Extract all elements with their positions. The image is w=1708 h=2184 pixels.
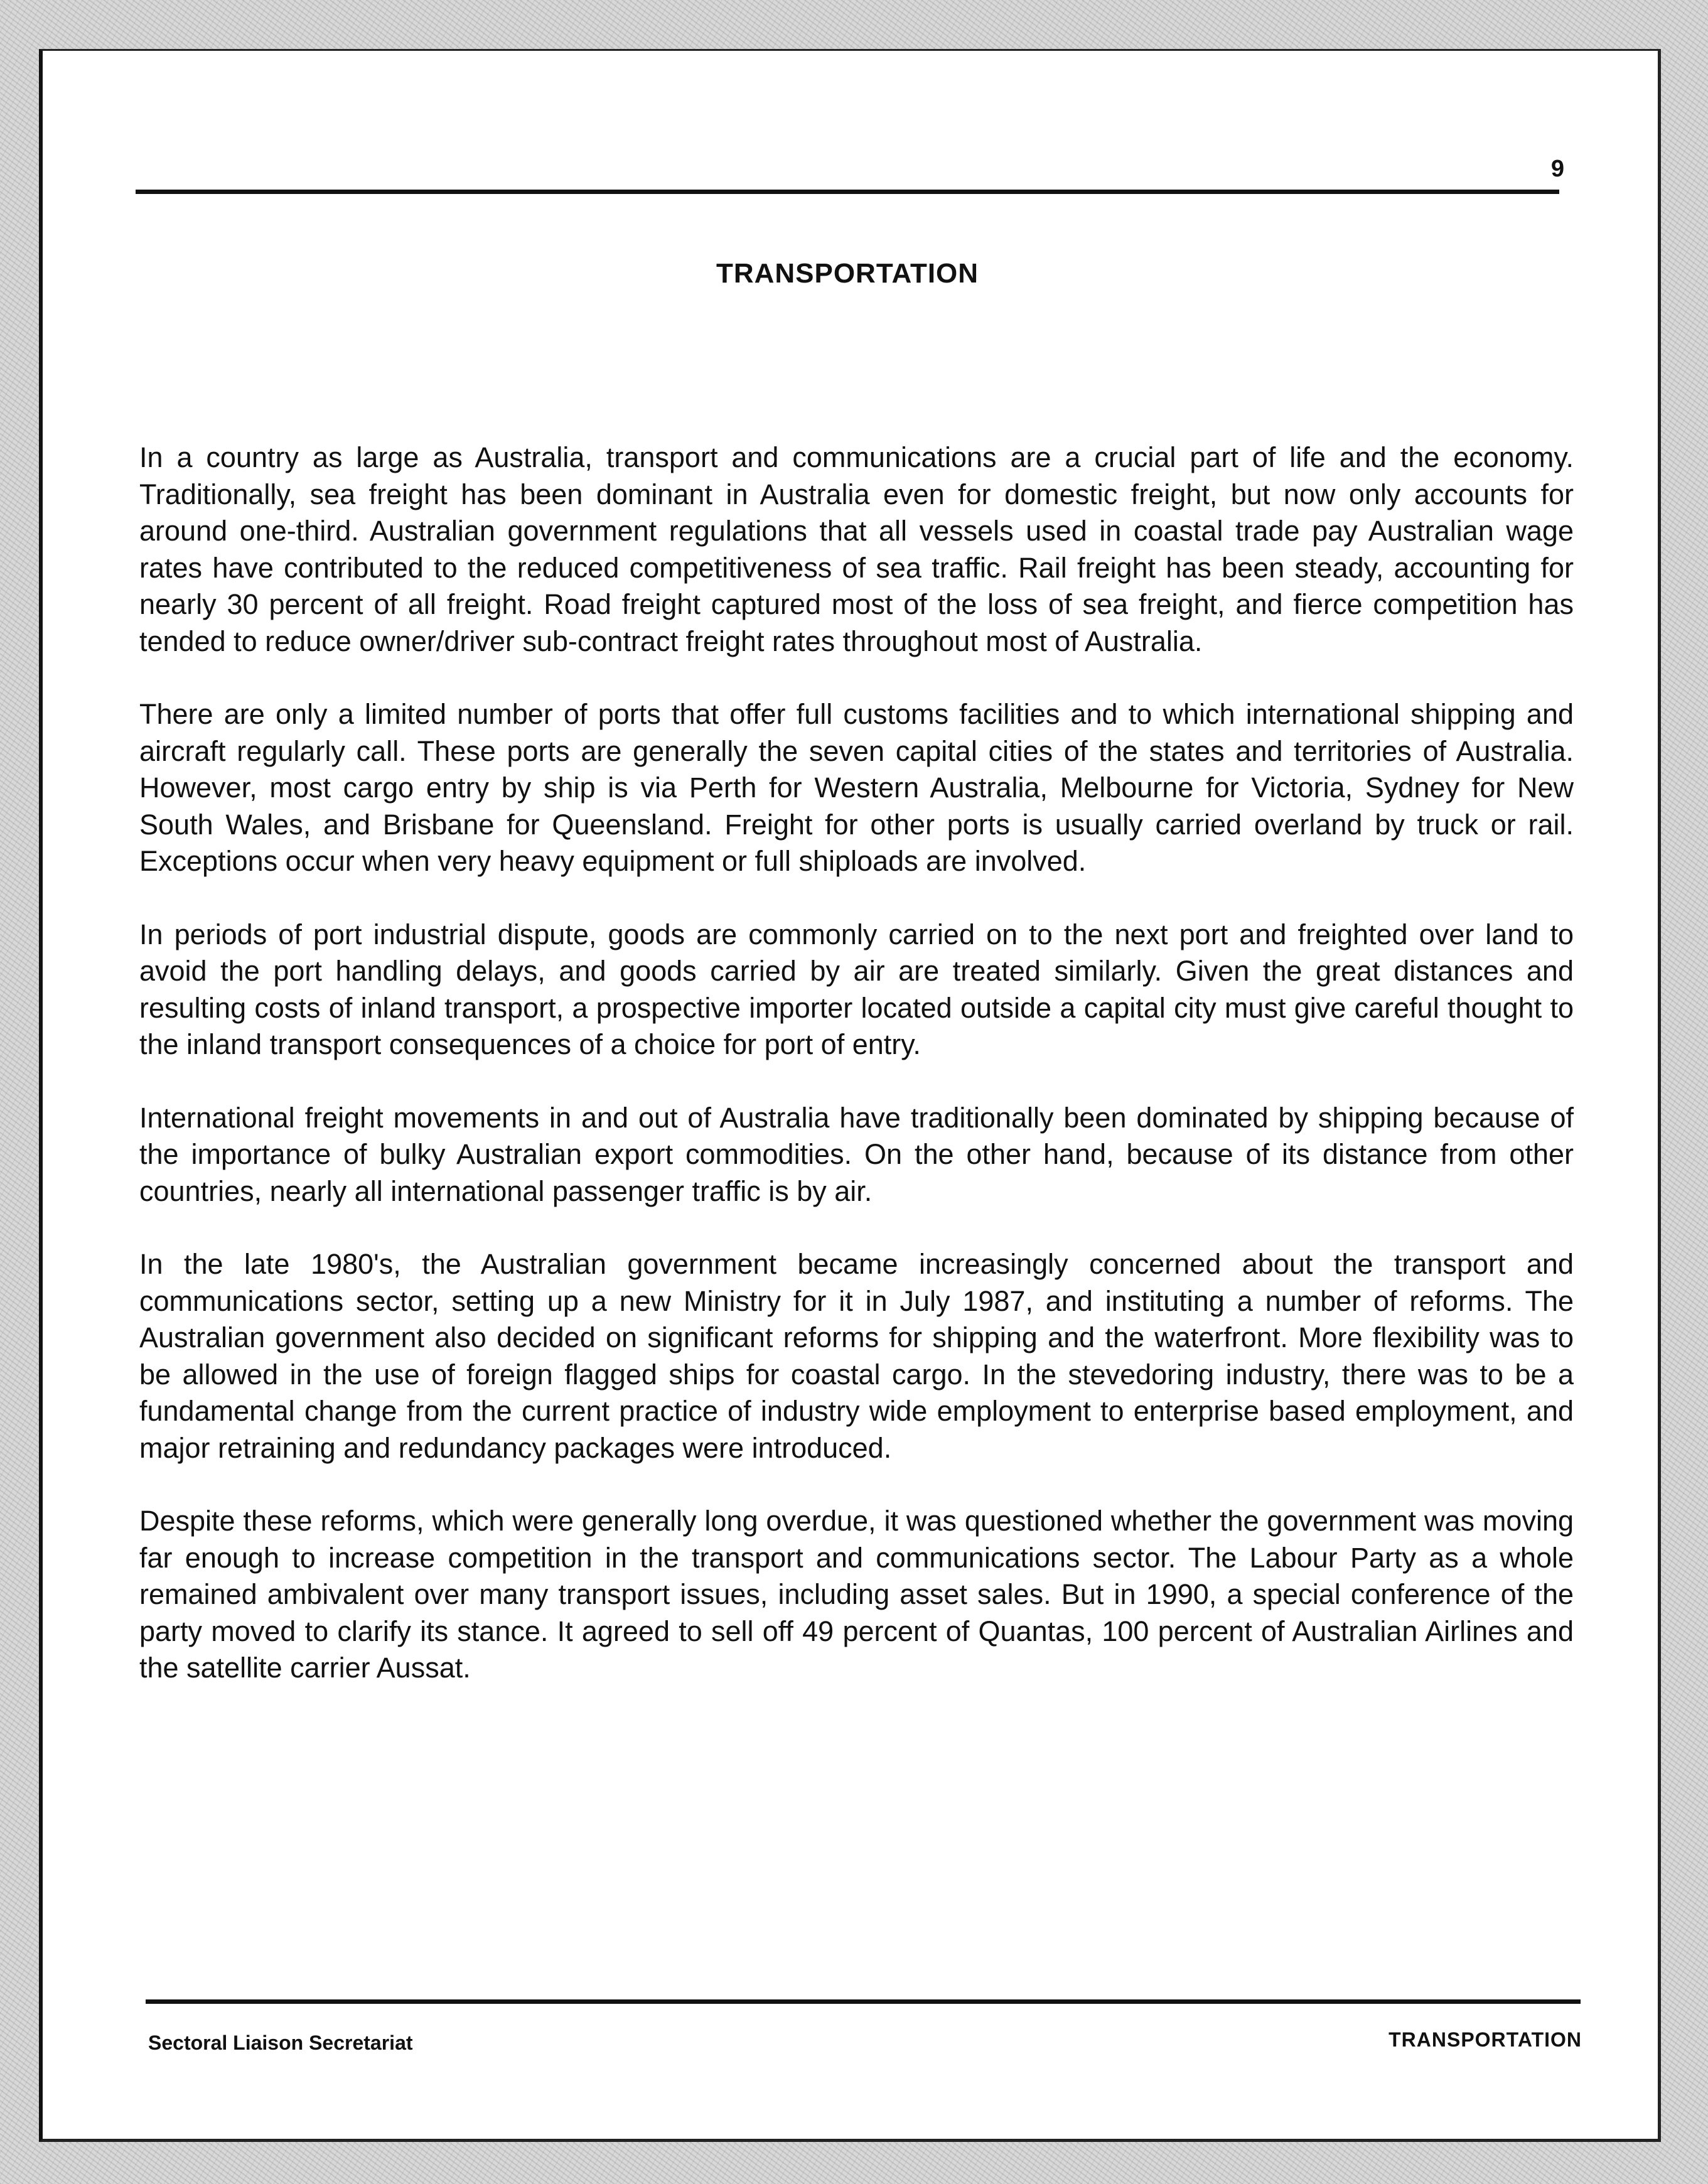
paragraph: In periods of port industrial dispute, goods are commonly carried on to the next port and freighted over land to avoid the port handling delays, and goods carried by air are treated similarly. Given the great distances and resulting costs of inland transport, a prospective importer located outside a capital city must give careful thought to the inland transport consequences of a choice for port of entry. bbox=[139, 918, 1574, 1060]
header-rule bbox=[136, 190, 1559, 194]
footer-section-title: TRANSPORTATION bbox=[1388, 2028, 1582, 2051]
paragraph: In a country as large as Australia, transport and communications are a crucial part of life and the economy. Traditionally, sea freight has been dominant in Australia even for domestic freight, but now only accounts for around one-third. Australian government regulations that all vessels used in coastal trade pay Australian wage rates have contributed to the reduced competitiveness of sea traffic. Rail freight has been steady, accounting for nearly 30 percent of all freight. Road freight captured most of the loss of sea freight, and fierce competition has tended to reduce owner/driver sub-contract freight rates throughout most of Australia. bbox=[139, 441, 1574, 657]
page-title: TRANSPORTATION bbox=[716, 258, 979, 289]
footer-rule bbox=[146, 1999, 1581, 2004]
page-number: 9 bbox=[1550, 156, 1564, 182]
body-text bbox=[139, 439, 1574, 1723]
paragraph: In the late 1980's, the Australian government became increasingly concerned about the transport and communications sector, setting up a new Ministry for it in July 1987, and instituting a number of reforms. The Australian government also decided on significant reforms for shipping and the waterfront. More flexibility was to be allowed in the use of foreign flagged ships for coastal cargo. In the stevedoring industry, there was to be a fundamental change from the current practice of industry wide employment to enterprise based employment, and major retraining and redundancy packages were introduced. bbox=[139, 1248, 1574, 1464]
footer-organization: Sectoral Liaison Secretariat bbox=[148, 2031, 413, 2054]
paragraph: International freight movements in and out of Australia have traditionally been dominated by shipping because of the importance of bulky Australian export commodities. On the other hand, because of its distance from other countries, nearly all international passenger traffic is by air. bbox=[139, 1101, 1574, 1207]
paragraph: There are only a limited number of ports that offer full customs facilities and to which international shipping and aircraft regularly call. These ports are generally the seven capital cities of the states and territories of Australia. However, most cargo entry by ship is via Perth for Western Australia, Melbourne for Victoria, Sydney for New South Wales, and Brisbane for Queensland. Freight for other ports is usually carried overland by truck or rail. Exceptions occur when very heavy equipment or full shiploads are involved. bbox=[139, 698, 1574, 877]
paragraph: Despite these reforms, which were generally long overdue, it was questioned whether the government was moving far enough to increase competition in the transport and communications sector. The Labour Party as a whole remained ambivalent over many transport issues, including asset sales. But in 1990, a special conference of the party moved to clarify its stance. It agreed to sell off 49 percent of Quantas, 100 percent of Australian Airlines and the satellite carrier Aussat. bbox=[139, 1505, 1574, 1684]
